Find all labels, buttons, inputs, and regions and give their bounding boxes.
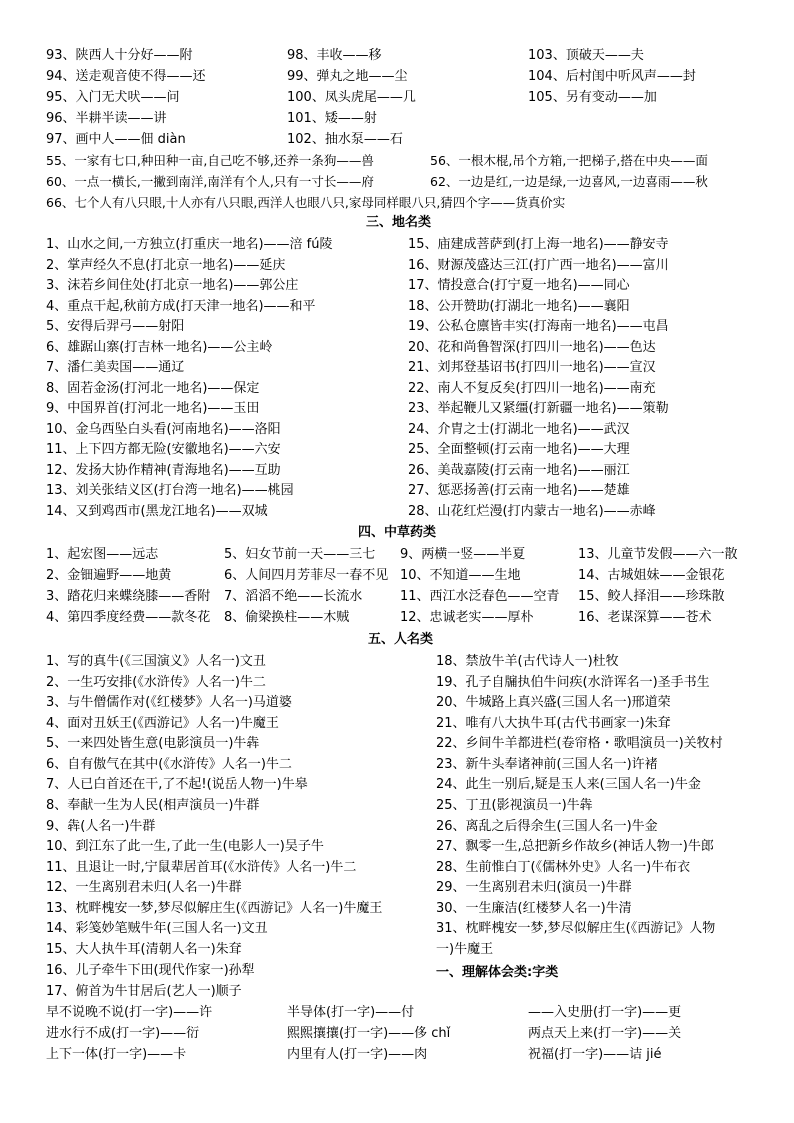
list-item: 17、俯首为牛甘居后(艺人一)顺子	[46, 984, 242, 999]
section-heading: 五、人名类	[368, 632, 434, 647]
list-item: 14、又到鸡西市(黑龙江地名)——双城	[46, 504, 268, 519]
list-item: 19、公私仓廪皆丰实(打海南一地名)——屯昌	[408, 319, 669, 334]
list-item: 29、一生离别君未归(演员一)牛群	[436, 880, 632, 895]
riddle-line: 98、丰收——移	[287, 48, 382, 63]
list-item: 5、妇女节前一天——三七	[224, 547, 376, 562]
list-item: 12、发扬大协作精神(青海地名)——互助	[46, 463, 281, 478]
list-item: 1、起宏图——远志	[46, 547, 159, 562]
list-item: 1、写的真牛(《三国演义》人名一)文丑	[46, 654, 266, 669]
list-item: 半导体(打一字)——付	[287, 1005, 415, 1020]
list-item: 16、儿子牵牛下田(现代作家一)孙犁	[46, 963, 255, 978]
list-item: 3、与牛僧儒作对(《红楼梦》人名一)马道婆	[46, 695, 292, 710]
riddle-line: 99、弹丸之地——尘	[287, 69, 408, 84]
list-item: 26、离乱之后得余生(三国人名一)牛金	[436, 819, 658, 834]
list-item: 16、老谋深算——苍术	[578, 610, 712, 625]
riddle-line: 105、另有变动——加	[528, 90, 657, 105]
list-item: 27、惩恶扬善(打云南一地名)——楚雄	[408, 483, 630, 498]
riddle-line: 60、一点一横长,一撇到南洋,南洋有个人,只有一寸长——府	[46, 174, 374, 189]
list-item: 2、一生巧安排(《水浒传》人名一)牛二	[46, 675, 266, 690]
riddle-line: 62、一边是红,一边是绿,一边喜风,一边喜雨——秋	[430, 174, 708, 189]
list-item: 11、西江水泛春色——空青	[400, 589, 560, 604]
list-item: 26、美哉嘉陵(打云南一地名)——丽江	[408, 463, 630, 478]
list-item: 3、沫若乡间住处(打北京一地名)——郭公庄	[46, 278, 299, 293]
list-item: 14、古城姐妹——金银花	[578, 568, 725, 583]
list-item: 1、山水之间,一方独立(打重庆一地名)——涪 fú陵	[46, 237, 333, 252]
riddle-line: 97、画中人——佃 diàn	[46, 132, 186, 147]
list-item: 14、彩笺妙笔贼牛年(三国人名一)文丑	[46, 921, 268, 936]
list-item: 进水行不成(打一字)——衍	[46, 1026, 200, 1041]
riddle-line: 66、七个人有八只眼,十人亦有八只眼,西洋人也眼八只,家母同样眼八只,猜四个字——货真价实	[46, 195, 566, 210]
list-item: 12、一生离别君未归(人名一)牛群	[46, 880, 242, 895]
sub-heading: 一、理解体会类:字类	[436, 965, 559, 980]
riddle-line: 103、顶破天——夫	[528, 48, 644, 63]
list-item: 28、山花红烂漫(打内蒙古一地名)——赤峰	[408, 504, 656, 519]
list-item: 8、偷梁换柱——木贼	[224, 610, 350, 625]
list-item: 28、生前惟白丁(《儒林外史》人名一)牛布衣	[436, 860, 691, 875]
list-item: 早不说晚不说(打一字)——许	[46, 1005, 213, 1020]
list-item: 22、南人不复反矣(打四川一地名)——南充	[408, 381, 656, 396]
list-item: 10、到江东了此一生,了此一生(电影人一)吴子牛	[46, 839, 324, 854]
list-item: 18、禁放牛羊(古代诗人一)杜牧	[436, 654, 619, 669]
list-item: 一)牛魔王	[436, 942, 494, 957]
list-item: 6、自有傲气在其中(《水浒传》人名一)牛二	[46, 757, 292, 772]
riddle-line: 104、后村闺中听风声——封	[528, 69, 696, 84]
list-item: 4、面对丑妖王(《西游记》人名一)牛魔王	[46, 716, 279, 731]
riddle-line: 55、一家有七口,种田种一亩,自己吃不够,还养一条狗——兽	[46, 153, 374, 168]
list-item: 21、刘邦登基诏书(打四川一地名)——宣汉	[408, 360, 656, 375]
list-item: 16、财源茂盛达三江(打广西一地名)——富川	[408, 258, 669, 273]
list-item: 祝福(打一字)——诘 jié	[528, 1047, 662, 1062]
list-item: 4、第四季度经费——款冬花	[46, 610, 211, 625]
list-item: 两点天上来(打一字)——关	[528, 1026, 682, 1041]
list-item: 11、且退让一时,宁鼠辈居首耳(《水浒传》人名一)牛二	[46, 860, 357, 875]
list-item: 13、枕畔槐安一梦,梦尽似解庄生(《西游记》人名一)牛魔王	[46, 901, 383, 916]
riddle-line: 56、一根木棍,吊个方箱,一把梯子,搭在中央——面	[430, 153, 708, 168]
list-item: 9、中国界首(打河北一地名)——玉田	[46, 401, 260, 416]
list-item: 5、安得后羿弓——射阳	[46, 319, 185, 334]
list-item: 2、掌声经久不息(打北京一地名)——延庆	[46, 258, 286, 273]
list-item: 27、飘零一生,总把新乡作故乡(神话人物一)牛郎	[436, 839, 714, 854]
list-item: ——入史册(打一字)——更	[528, 1005, 682, 1020]
list-item: 12、忠诚老实——厚朴	[400, 610, 534, 625]
list-item: 上下一体(打一字)——卡	[46, 1047, 187, 1062]
list-item: 8、奉献一生为人民(相声演员一)牛群	[46, 798, 260, 813]
riddle-line: 95、入门无犬吠——问	[46, 90, 180, 105]
list-item: 20、花和尚鲁智深(打四川一地名)——色达	[408, 340, 656, 355]
list-item: 15、庙建成菩萨到(打上海一地名)——静安寺	[408, 237, 669, 252]
list-item: 6、人间四月芳菲尽一春不见	[224, 568, 389, 583]
riddle-line: 101、矮——射	[287, 111, 377, 126]
list-item: 10、金乌西坠白头看(河南地名)——洛阳	[46, 422, 281, 437]
section-heading: 四、中草药类	[358, 525, 437, 540]
list-item: 25、全面整顿(打云南一地名)——大理	[408, 442, 630, 457]
list-item: 8、固若金汤(打河北一地名)——保定	[46, 381, 260, 396]
list-item: 5、一来四处皆生意(电影演员一)牛犇	[46, 736, 260, 751]
list-item: 9、犇(人名一)牛群	[46, 819, 156, 834]
list-item: 7、潘仁美卖国——通辽	[46, 360, 185, 375]
riddle-line: 93、陕西人十分好——附	[46, 48, 193, 63]
section-heading: 三、地名类	[366, 215, 432, 230]
list-item: 19、孔子自牖执伯牛问疾(水浒诨名一)圣手书生	[436, 675, 710, 690]
list-item: 10、不知道——生地	[400, 568, 521, 583]
list-item: 23、新牛头奉诸神前(三国人名一)许褚	[436, 757, 658, 772]
list-item: 2、金钿遍野——地黄	[46, 568, 172, 583]
list-item: 9、两横一竖——半夏	[400, 547, 526, 562]
list-item: 6、雄踞山寨(打吉林一地名)——公主岭	[46, 340, 273, 355]
list-item: 24、介胄之士(打湖北一地名)——武汉	[408, 422, 630, 437]
list-item: 20、牛城路上真兴盛(三国人名一)邢道荣	[436, 695, 671, 710]
list-item: 内里有人(打一字)——肉	[287, 1047, 428, 1062]
list-item: 4、重点干起,秋前方成(打天津一地名)——和平	[46, 299, 316, 314]
list-item: 17、情投意合(打宁夏一地名)——同心	[408, 278, 630, 293]
list-item: 11、上下四方都无险(安徽地名)——六安	[46, 442, 281, 457]
riddle-line: 94、送走观音使不得——还	[46, 69, 206, 84]
list-item: 13、儿童节发假——六一散	[578, 547, 738, 562]
list-item: 25、丁丑(影视演员一)牛犇	[436, 798, 593, 813]
list-item: 熙熙攘攘(打一字)——侈 chǐ	[287, 1026, 451, 1041]
riddle-line: 100、凤头虎尾——几	[287, 90, 416, 105]
list-item: 13、刘关张结义区(打台湾一地名)——桃园	[46, 483, 294, 498]
list-item: 24、此生一别后,疑是玉人来(三国人名一)牛金	[436, 777, 701, 792]
list-item: 21、唯有八大执牛耳(古代书画家一)朱耷	[436, 716, 671, 731]
list-item: 7、人已白首还在干,了不起!(说岳人物一)牛皋	[46, 777, 308, 792]
list-item: 15、鲛人择泪——珍珠散	[578, 589, 725, 604]
list-item: 30、一生廉洁(红楼梦人名一)牛清	[436, 901, 632, 916]
list-item: 15、大人执牛耳(清朝人名一)朱耷	[46, 942, 242, 957]
list-item: 3、踏花归来蝶绕膝——香附	[46, 589, 211, 604]
riddle-line: 96、半耕半读——讲	[46, 111, 167, 126]
list-item: 23、举起鞭儿又紧缰(打新疆一地名)——策勒	[408, 401, 669, 416]
list-item: 18、公开赞助(打湖北一地名)——襄阳	[408, 299, 630, 314]
riddle-line: 102、抽水泵——石	[287, 132, 403, 147]
list-item: 7、滔滔不绝——长流水	[224, 589, 363, 604]
list-item: 31、枕畔槐安一梦,梦尽似解庄生(《西游记》人物	[436, 921, 716, 936]
list-item: 22、乡间牛羊都进栏(卷帘格・歌唱演员一)关牧村	[436, 736, 723, 751]
